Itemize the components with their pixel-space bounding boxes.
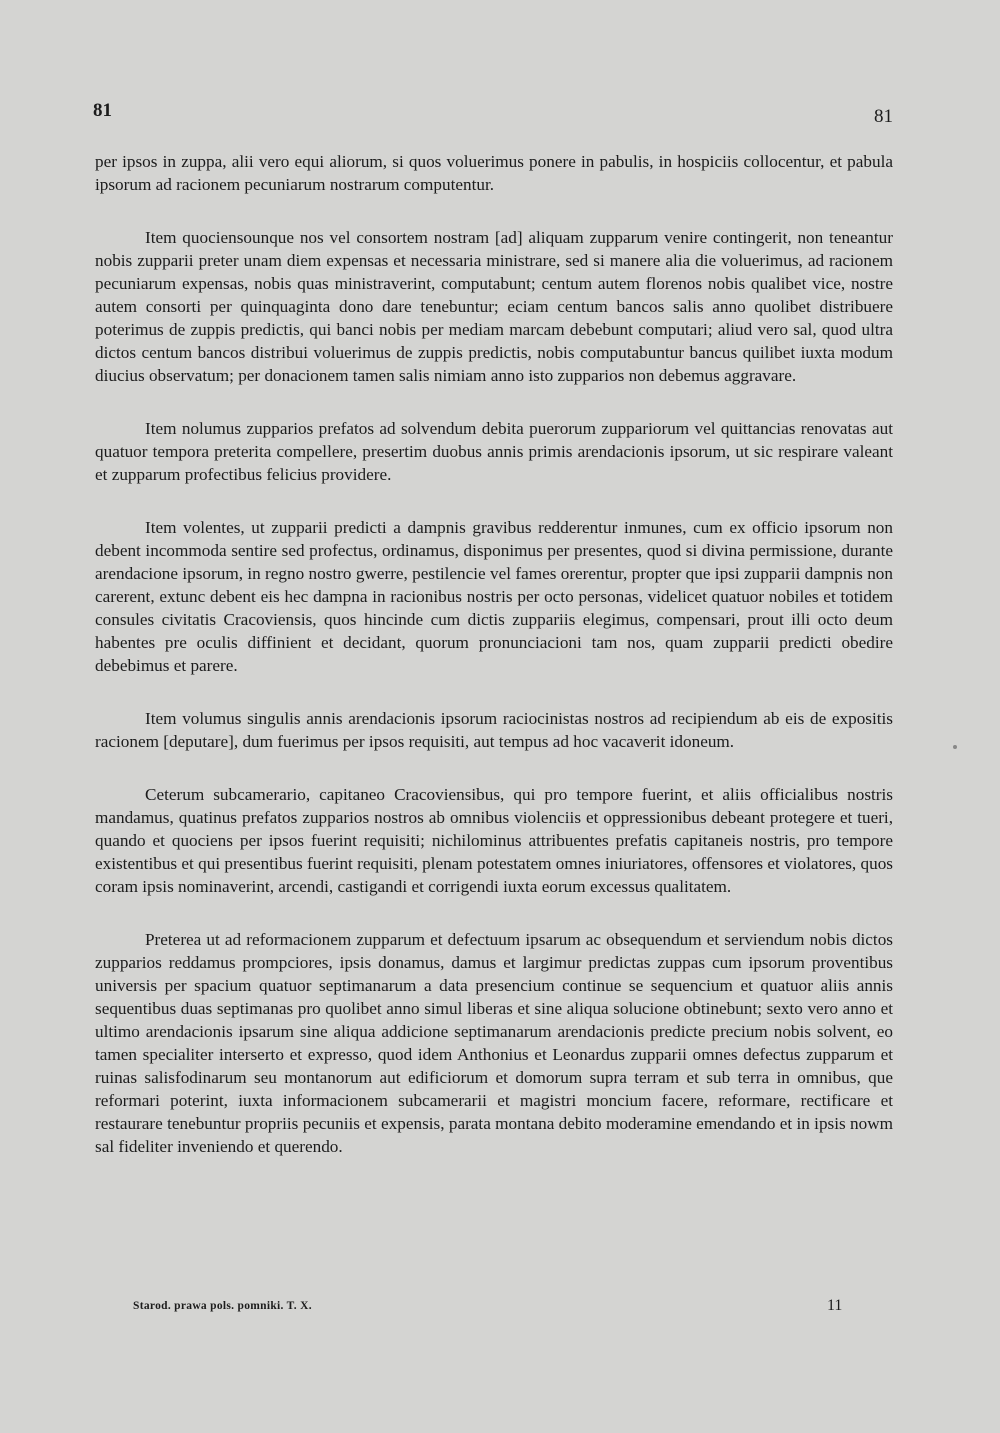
body-text (95, 150, 893, 1188)
page-number-right: 81 (874, 106, 893, 127)
page-number-left: 81 (93, 100, 112, 121)
paragraph: Item volentes, ut zupparii predicti a dampnis gravibus redderentur inmunes, cum ex officio ipsorum non debent incommoda sentire sed profectus, ordinamus, disponimus per presentes, quod si divina permissione, durante arendacione ipsorum, in regno nostro gwerre, pestilencie vel fames orerentur, propter que ipsi zupparii dampnis non carerent, extunc debent eis hec dampna in racionibus nostris per octo personas, videlicet quatuor nobiles et totidem consules civitatis Cracoviensis, quos hincinde cum dictis zuppariis elegimus, compensari, prout illi octo deum habentes pre oculis diffinient et decidant, quorum pronunciacioni tam nos, quam zupparii predicti obedire debebimus et parere. (95, 518, 893, 675)
footer-source: Starod. prawa pols. pomniki. T. X. (133, 1300, 312, 1312)
paragraph: per ipsos in zuppa, alii vero equi aliorum, si quos voluerimus ponere in pabulis, in hospiciis collocentur, et pabula ipsorum ad racionem pecuniarum nostrarum computentur. (95, 152, 893, 194)
paragraph: Preterea ut ad reformacionem zupparum et defectuum ipsarum ac obsequendum et serviendum nobis dictos zupparios reddamus prompciores, ipsis donamus, damus et largimur predictas zuppas cum ipsorum proventibus universis per spacium quatuor septimanarum a data presencium continue se sequencium et quatuor aliis annis sequentibus duas septimanas pro quolibet anno simul liberas et sine aliqua solucione obtinebunt; sexto vero anno et ultimo arendacionis ipsarum sine aliqua addicione septimanarum arendacionis predicte precium nobis solvent, eo tamen specialiter interserto et expresso, quod idem Anthonius et Leonardus zupparii omnes defectus zupparum et ruinas salisfodinarum seu montanorum aut edificiorum et domorum supra terram et sub terra in omnibus, que reformari poterint, iuxta informacionem subcamerarii et magistri moncium facere, reformare, rectificare et restaurare tenebuntur propriis pecuniis et expensis, parata montana debito moderamine emendando et in ipsis nowm sal fideliter inveniendo et querendo. (95, 930, 893, 1156)
paragraph: Item nolumus zupparios prefatos ad solvendum debita puerorum zuppariorum vel quittancias renovatas aut quatuor tempora preterita compellere, presertim duobus annis primis arendacionis ipsorum, ut sic respirare valeant et zupparum profectibus felicius providere. (95, 419, 893, 484)
paragraph: Ceterum subcamerario, capitaneo Cracoviensibus, qui pro tempore fuerint, et aliis officialibus nostris mandamus, quatinus prefatos zupparios nostros ab omnibus violenciis et oppressionibus debeant protegere et tueri, quando et quociens per ipsos fuerint requisiti; nichilominus attribuentes prefatis capitaneis nostris, pro tempore existentibus et qui presentibus fuerint requisiti, plenam potestatem omnes iniuriatores, offensores et violatores, quos coram ipsis nominaverint, arcendi, castigandi et corrigendi iuxta eorum excessus qualitatem. (95, 785, 893, 896)
paragraph: Item quociensounque nos vel consortem nostram [ad] aliquam zupparum venire contingerit, non teneantur nobis zupparii preter unam diem expensas et necessaria ministrare, sed si manere alia die voluerimus, ad racionem pecuniarum expensas, nobis quas ministraverint, computabunt; centum autem florenos nobis qualibet vice, nostre autem consorti per quinquaginta dono dare tenebuntur; eciam centum bancos salis anno quolibet distribuere poterimus de zuppis predictis, qui banci nobis per mediam marcam debebunt computari; aliud vero sal, quod ultra dictos centum bancos distribui voluerimus de zuppis predictis, nobis computabuntur bancus quilibet iuxta modum diucius observatum; per donacionem tamen salis nimiam anno isto zupparios non debemus aggravare. (95, 228, 893, 385)
footer-signature: 11 (827, 1297, 843, 1314)
paragraph: Item volumus singulis annis arendacionis ipsorum raciocinistas nostros ad recipiendum ab eis de expositis racionem [deputare], dum fuerimus per ipsos requisiti, aut tempus ad hoc vacaverit idoneum. (95, 709, 893, 751)
margin-mark (953, 745, 957, 749)
